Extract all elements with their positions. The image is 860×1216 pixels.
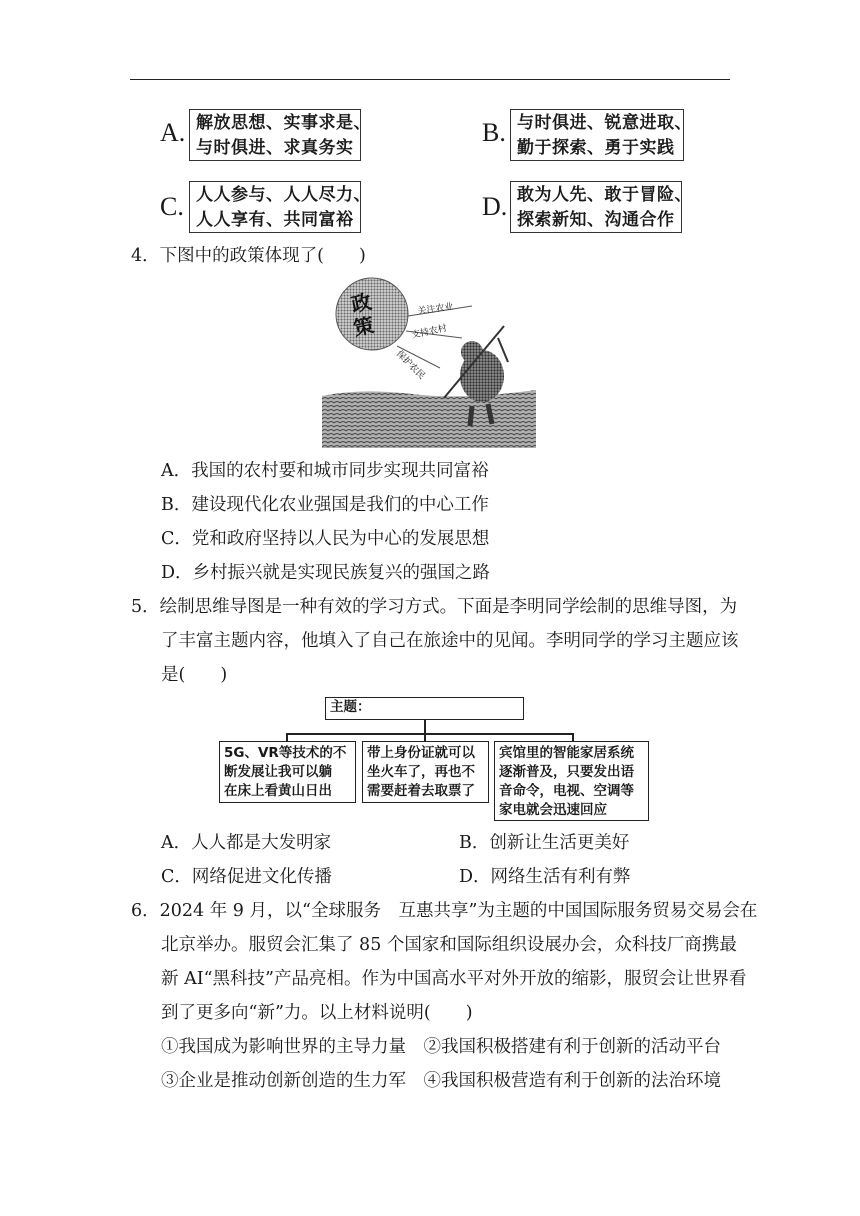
q4-option-c: C．党和政府坚持以人民为中心的发展思想 — [161, 529, 490, 549]
q3-option-b-line1: 与时俱进、锐意进取、 — [517, 113, 692, 133]
mindmap-box-1: 5G、VR等技术的不 断发展让我可以躺 在床上看黄山日出 — [219, 741, 356, 803]
q6-line-4: 到了更多向“新”力。以上材料说明( ) — [161, 1003, 473, 1023]
q5-option-d: D．网络生活有利有弊 — [459, 867, 631, 887]
q4-option-d: D．乡村振兴就是实现民族复兴的强国之路 — [161, 563, 491, 583]
q3-option-d-letter: D. — [482, 192, 508, 221]
q3-option-a-line1: 解放思想、实事求是、 — [196, 113, 371, 133]
q4-stem: 4．下图中的政策体现了( ) — [131, 246, 366, 266]
mindmap-box-3: 宾馆里的智能家居系统 逐渐普及，只要发出语 音命令，电视、空调等 家电就会迅速回应 — [494, 741, 649, 821]
q5-option-a: A．人人都是大发明家 — [161, 833, 332, 853]
sun-text-2: 策 — [351, 312, 377, 341]
q3-option-b-line2: 勤于探索、勇于实践 — [517, 138, 675, 158]
header-rule — [130, 79, 730, 80]
mindmap-connector-stem — [424, 720, 426, 734]
ground-shape — [322, 390, 536, 448]
q6-line-3: 新 AI“黑科技”产品亮相。作为中国高水平对外开放的缩影，服贸会让世界看 — [161, 969, 747, 989]
q3-option-a-letter: A. — [160, 118, 186, 147]
q6-line-5: ①我国成为影响世界的主导力量 ②我国积极搭建有利于创新的活动平台 — [161, 1037, 721, 1057]
policy-cartoon-figure — [322, 276, 536, 448]
q6-line-2: 北京举办。服贸会汇集了 85 个国家和国际组织设展办会，众科技厂商携最 — [161, 935, 737, 955]
q5-option-b: B．创新让生活更美好 — [459, 833, 630, 853]
q6-line-1: 6．2024 年 9 月，以“全球服务 互惠共享”为主题的中国国际服务贸易交易会在 — [131, 901, 758, 921]
mindmap-connector-bar — [286, 733, 572, 735]
q3-option-b-box — [510, 109, 692, 161]
sun-shape — [336, 278, 408, 350]
q3-option-d-line2: 探索新知、沟通合作 — [517, 210, 675, 230]
ray-label-1: 关注农业 — [417, 302, 455, 317]
ray-label-2: 支持农村 — [410, 323, 448, 341]
ray-label-3: 保护农民 — [393, 349, 427, 382]
mindmap-topic-box: 主题： — [325, 697, 524, 720]
q5-stem-line-3: 是( ) — [161, 665, 228, 685]
mindmap-connector-right — [572, 733, 574, 741]
q3-option-c-box — [189, 181, 371, 233]
q4-option-a: A．我国的农村要和城市同步实现共同富裕 — [161, 461, 489, 481]
q3-option-d-line1: 敢为人先、敢于冒险、 — [517, 185, 692, 205]
q5-option-c: C．网络促进文化传播 — [161, 867, 332, 887]
q5-stem-line-2: 了丰富主题内容，他填入了自己在旅途中的见闻。李明同学的学习主题应该 — [161, 631, 739, 651]
q3-option-c-letter: C. — [160, 192, 184, 221]
q6-line-6: ③企业是推动创新创造的生力军 ④我国积极营造有利于创新的法治环境 — [161, 1071, 721, 1091]
q3-option-a-line2: 与时俱进、求真务实 — [196, 138, 354, 158]
q3-option-a-box — [189, 109, 371, 161]
q3-option-b-letter: B. — [482, 118, 506, 147]
sun-text-1: 政 — [349, 289, 374, 317]
mindmap-connector-left — [286, 733, 288, 741]
q3-option-d-box — [510, 181, 692, 233]
mindmap-box-2: 带上身份证就可以 坐火车了，再也不 需要赶着去取票了 — [362, 741, 489, 803]
q5-stem-line-1: 5．绘制思维导图是一种有效的学习方式。下面是李明同学绘制的思维导图，为 — [131, 597, 738, 617]
q4-option-b: B．建设现代化农业强国是我们的中心工作 — [161, 495, 489, 515]
q3-option-c-line2: 人人享有、共同富裕 — [196, 210, 354, 230]
q3-option-c-line1: 人人参与、人人尽力、 — [196, 185, 371, 205]
mindmap-connector-mid — [424, 733, 426, 741]
